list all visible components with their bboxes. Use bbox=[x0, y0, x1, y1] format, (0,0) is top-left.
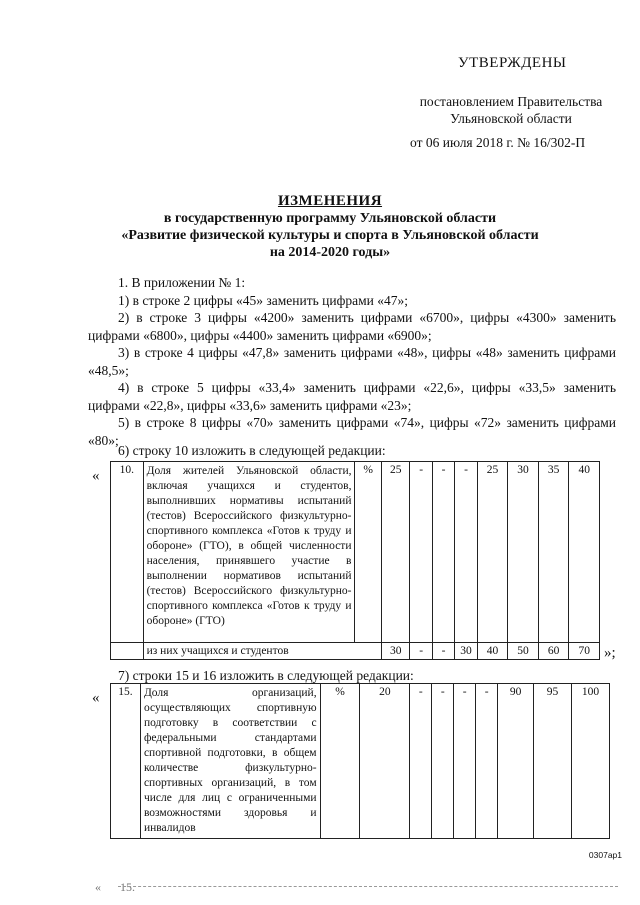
table1-open-quote: « bbox=[92, 468, 100, 484]
item-2: 2) в строке 3 цифры «4200» заменить цифрами «6700», цифры «4300» заменить цифрами «6800», цифры «4400» заменить цифрами «6900»; bbox=[88, 310, 616, 343]
item-7: 7) строки 15 и 16 изложить в следующей редакции: bbox=[118, 668, 414, 683]
table1-close-quote: »; bbox=[604, 645, 616, 661]
value-cell: 30 bbox=[455, 643, 477, 660]
value-cell: 100 bbox=[571, 684, 609, 839]
table-row-15 bbox=[110, 683, 610, 839]
item-6: 6) строку 10 изложить в следующей редакции: bbox=[118, 443, 386, 458]
value-cell: 70 bbox=[569, 643, 600, 660]
value-cell: - bbox=[476, 684, 498, 839]
decree-line-2: Ульяновской области bbox=[450, 111, 572, 126]
table2-open-quote: « bbox=[92, 690, 100, 706]
unit-cell: % bbox=[355, 462, 381, 643]
value-cell: 40 bbox=[569, 462, 600, 643]
value-cell: - bbox=[454, 684, 476, 839]
item-5: 5) в строке 8 цифры «70» заменить цифрами «74», цифры «72» заменить цифрами «80»; bbox=[88, 415, 616, 448]
amendments-text bbox=[88, 274, 616, 449]
value-cell: 60 bbox=[538, 643, 569, 660]
title-main: ИЗМЕНЕНИЯ bbox=[277, 193, 383, 209]
value-cell: 95 bbox=[534, 684, 572, 839]
empty-cell bbox=[111, 643, 144, 660]
item-3: 3) в строке 4 цифры «47,8» заменить цифрами «48», цифры «48» заменить цифрами «48,5»; bbox=[88, 345, 616, 378]
table-row bbox=[111, 684, 610, 839]
table-row bbox=[111, 462, 600, 643]
row-number: 15. bbox=[111, 684, 141, 839]
value-cell: - bbox=[410, 684, 432, 839]
next-page-preview bbox=[95, 880, 135, 895]
title-line-2: в государственную программу Ульяновской области bbox=[163, 211, 497, 226]
unit-cell: % bbox=[320, 684, 360, 839]
value-cell: - bbox=[410, 462, 432, 643]
item-1: 1) в строке 2 цифры «45» заменить цифрами «47»; bbox=[118, 292, 408, 308]
value-cell: 25 bbox=[381, 462, 410, 643]
title-line-4: на 2014-2020 годы» bbox=[269, 245, 391, 260]
table-row bbox=[111, 643, 600, 660]
value-cell: - bbox=[432, 462, 454, 643]
value-cell: 40 bbox=[477, 643, 508, 660]
title-line-3: «Развитие физической культуры и спорта в Ульяновской области bbox=[121, 228, 539, 243]
value-cell: 30 bbox=[508, 462, 539, 643]
tail-row-number: 15. bbox=[120, 880, 135, 894]
item-intro: 1. В приложении № 1: bbox=[118, 275, 246, 290]
value-cell: - bbox=[432, 643, 454, 660]
decree-line-1: постановлением Правительства bbox=[419, 94, 603, 109]
value-cell: 35 bbox=[538, 462, 569, 643]
value-cell: - bbox=[455, 462, 477, 643]
value-cell: 90 bbox=[498, 684, 534, 839]
decree-reference bbox=[395, 93, 627, 127]
table-row-10 bbox=[110, 461, 600, 660]
decree-date: от 06 июля 2018 г. № 16/302-П bbox=[410, 135, 586, 150]
sub-indicator-description: из них учащихся и студентов bbox=[143, 643, 381, 660]
value-cell: 20 bbox=[360, 684, 410, 839]
item-4: 4) в строке 5 цифры «33,4» заменить цифрами «22,6», цифры «33,5» заменить цифрами «22,8», цифры «33,6» заменить цифрами «23»; bbox=[88, 380, 616, 413]
approved-heading: УТВЕРЖДЕНЫ bbox=[458, 55, 567, 71]
document-code: 0307ар1 bbox=[588, 850, 622, 860]
next-page-edge bbox=[118, 886, 618, 887]
value-cell: 30 bbox=[381, 643, 410, 660]
row-number: 10. bbox=[111, 462, 144, 643]
indicator-description: Доля жителей Ульяновской области, включая учащихся и студентов, выполнивших нормативы испытаний (тестов) Всероссийского физкультурно-спортивного комплекса «Готов к труду и обороне» (ГТО), в общей численности населения, принявшего участие в выполнении нормативов испытаний (тестов) Всероссийского физкультурно-спортивного комплекса «Готов к труду и обороне» (ГТО) bbox=[143, 462, 355, 643]
value-cell: - bbox=[410, 643, 432, 660]
value-cell: - bbox=[432, 684, 454, 839]
value-cell: 50 bbox=[508, 643, 539, 660]
value-cell: 25 bbox=[477, 462, 508, 643]
tail-quote: « bbox=[95, 880, 101, 894]
document-title bbox=[100, 193, 560, 261]
indicator-description: Доля организаций, осуществляющих спортивную подготовку в соответствии с федеральными стандартами спортивной подготовки, в общем количестве физкультурно-спортивных организаций, в том числе для лиц с ограниченными возможностями здоровья и инвалидов bbox=[140, 684, 320, 839]
